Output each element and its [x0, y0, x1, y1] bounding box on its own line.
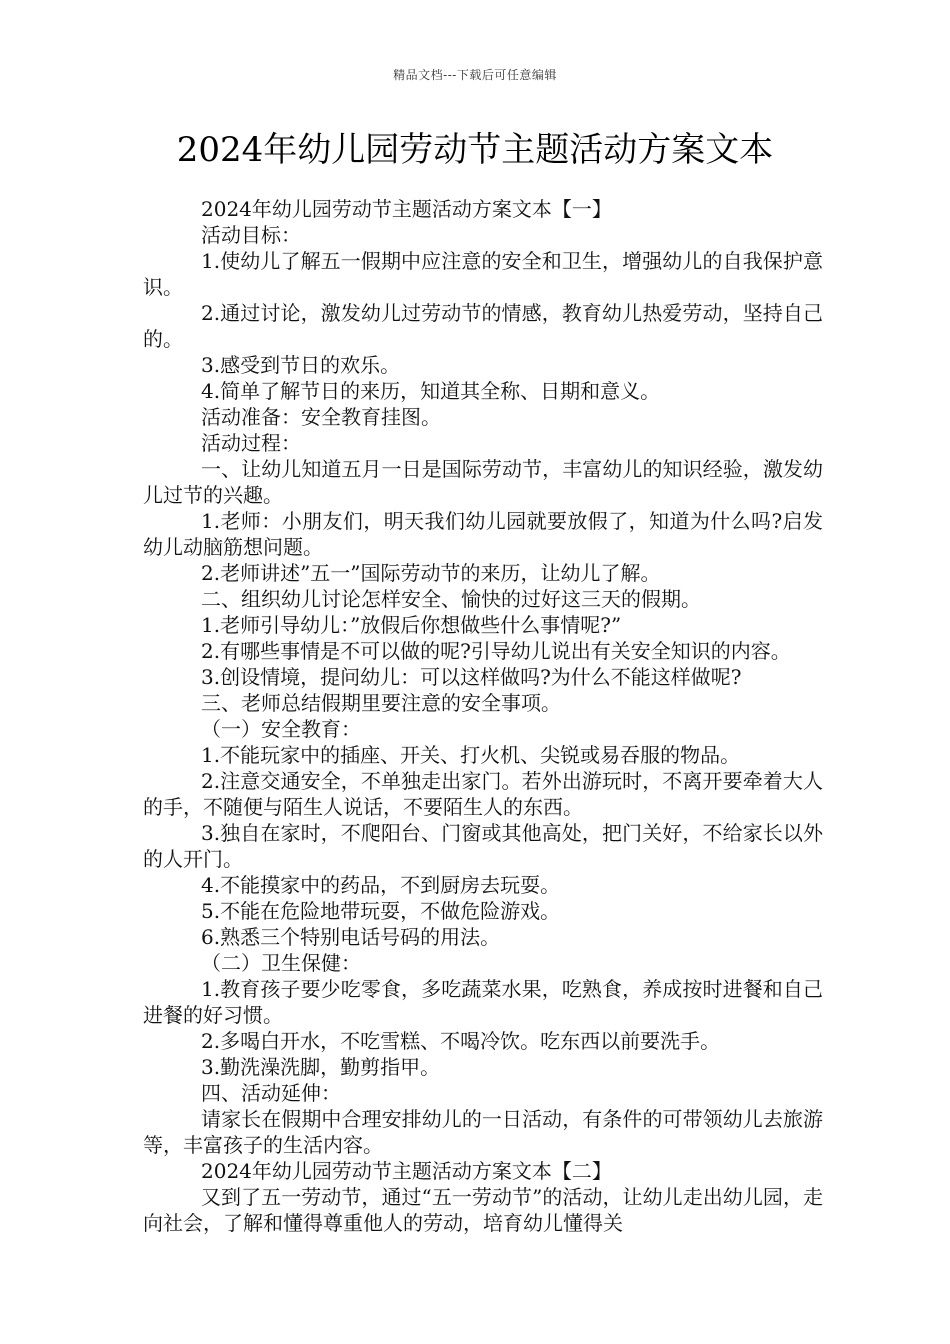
body-paragraph: 4.简单了解节日的来历，知道其全称、日期和意义。 [201, 379, 661, 403]
body-paragraph: 活动准备：安全教育挂图。 [201, 405, 441, 429]
body-paragraph: 又到了五一劳动节，通过“五一劳动节”的活动，让幼儿走出幼儿园，走向社会，了解和懂得尊重他人的劳动，培育幼儿懂得关 [143, 1185, 823, 1235]
body-paragraph: 1.使幼儿了解五一假期中应注意的安全和卫生，增强幼儿的自我保护意识。 [143, 249, 823, 299]
document-body [143, 196, 823, 1236]
document-title: 2024年幼儿园劳动节主题活动方案文本 [176, 130, 774, 170]
body-paragraph: 三、老师总结假期里要注意的安全事项。 [201, 691, 561, 715]
body-paragraph: 1.不能玩家中的插座、开关、打火机、尖锐或易吞服的物品。 [201, 743, 741, 767]
body-paragraph: 3.感受到节日的欢乐。 [201, 353, 401, 377]
body-paragraph: 3.勤洗澡洗脚，勤剪指甲。 [201, 1055, 441, 1079]
body-paragraph: （一）安全教育： [201, 717, 361, 741]
page-header: 精品文档---下载后可任意编辑 [393, 68, 557, 82]
body-paragraph: 3.独自在家时，不爬阳台、门窗或其他高处，把门关好，不给家长以外的人开门。 [143, 821, 823, 871]
body-paragraph: 2024年幼儿园劳动节主题活动方案文本【二】 [201, 1159, 612, 1183]
body-paragraph: 6.熟悉三个特别电话号码的用法。 [201, 925, 501, 949]
body-paragraph: 2.多喝白开水，不吃雪糕、不喝冷饮。吃东西以前要洗手。 [201, 1029, 721, 1053]
body-paragraph: 活动过程： [201, 431, 301, 455]
body-paragraph: 5.不能在危险地带玩耍，不做危险游戏。 [201, 899, 561, 923]
body-paragraph: 2024年幼儿园劳动节主题活动方案文本【一】 [201, 197, 612, 221]
body-paragraph: 1.老师引导幼儿：”放假后你想做些什么事情呢?” [201, 613, 622, 637]
body-paragraph: 一、让幼儿知道五月一日是国际劳动节，丰富幼儿的知识经验，激发幼儿过节的兴趣。 [143, 457, 823, 507]
body-paragraph: 2.有哪些事情是不可以做的呢?引导幼儿说出有关安全知识的内容。 [201, 639, 791, 663]
body-paragraph: 4.不能摸家中的药品，不到厨房去玩耍。 [201, 873, 561, 897]
body-paragraph: 1.教育孩子要少吃零食，多吃蔬菜水果，吃熟食，养成按时进餐和自己进餐的好习惯。 [143, 977, 823, 1027]
body-paragraph: 2.注意交通安全，不单独走出家门。若外出游玩时，不离开要牵着大人的手，不随便与陌生人说话，不要陌生人的东西。 [143, 769, 823, 819]
body-paragraph: 3.创设情境，提问幼儿：可以这样做吗?为什么不能这样做呢? [201, 665, 742, 689]
body-paragraph: 2.通过讨论，激发幼儿过劳动节的情感，教育幼儿热爱劳动，坚持自己的。 [143, 301, 823, 351]
body-paragraph: 四、活动延伸： [201, 1081, 341, 1105]
body-paragraph: （二）卫生保健： [201, 951, 361, 975]
body-paragraph: 二、组织幼儿讨论怎样安全、愉快的过好这三天的假期。 [201, 587, 701, 611]
body-paragraph: 2.老师讲述”五一”国际劳动节的来历，让幼儿了解。 [201, 561, 661, 585]
body-paragraph: 活动目标： [201, 223, 301, 247]
body-paragraph: 请家长在假期中合理安排幼儿的一日活动，有条件的可带领幼儿去旅游等，丰富孩子的生活内容。 [143, 1107, 823, 1157]
body-paragraph: 1.老师：小朋友们，明天我们幼儿园就要放假了，知道为什么吗?启发幼儿动脑筋想问题。 [143, 509, 823, 559]
